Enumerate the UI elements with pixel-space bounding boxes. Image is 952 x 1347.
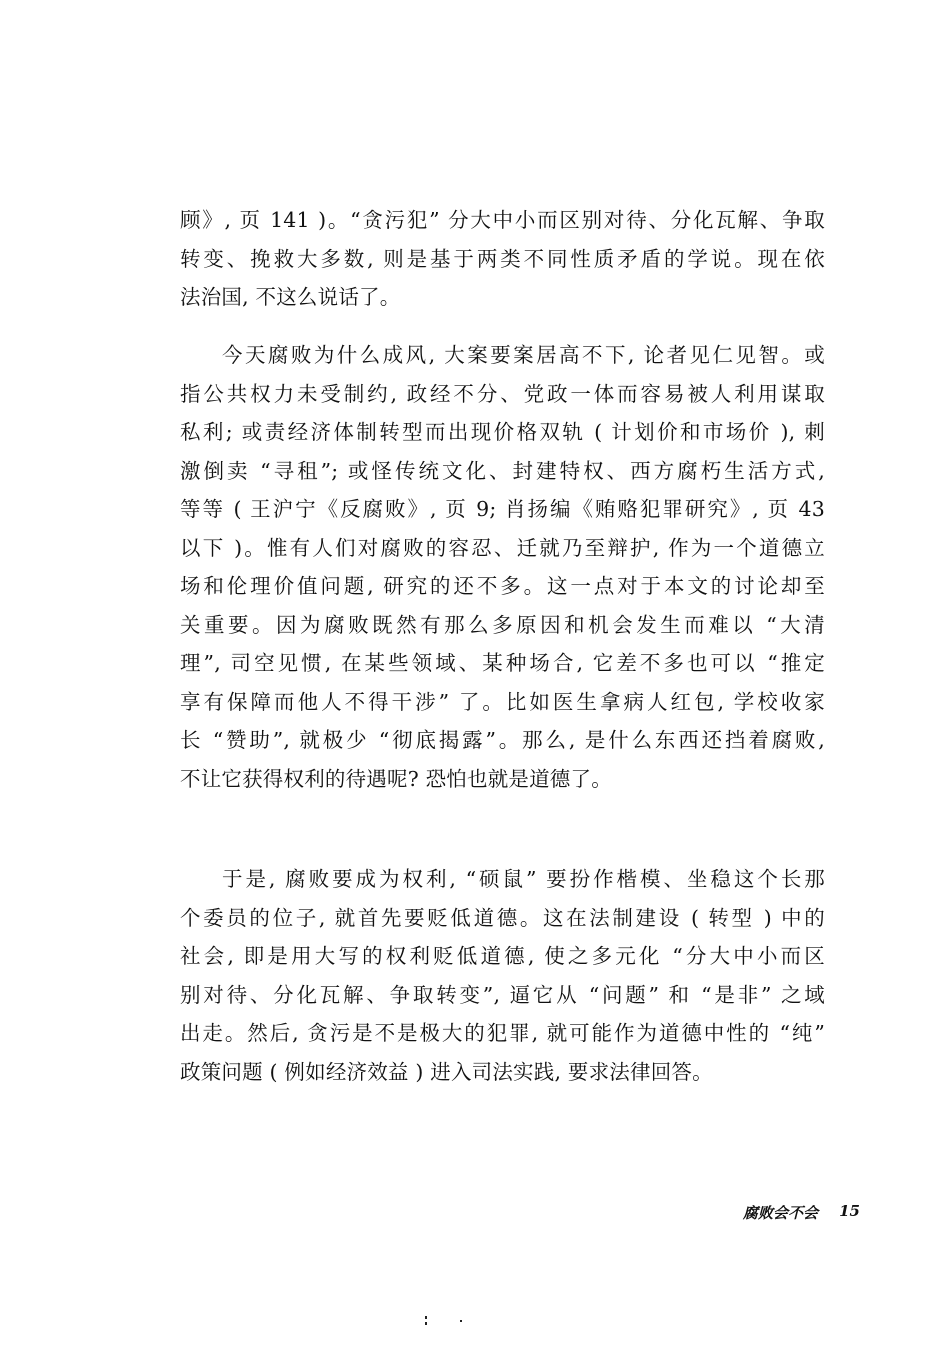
text-line: 出走。然后, 贪污是不是极大的犯罪, 就可能作为道德中性的 “纯” [180, 1021, 825, 1045]
text-line: 私利; 或责经济体制转型而出现价格双轨 ( 计划价和市场价 ), 刺 [180, 420, 825, 444]
text-line: 法治国, 不这么说话了。 [180, 285, 401, 309]
text-line: 享有保障而他人不得干涉” 了。比如医生拿病人红包, 学校收家 [180, 689, 825, 714]
text-line: 理”, 司空见惯, 在某些领域、某种场合, 它差不多也可以 “推定 [180, 651, 825, 675]
scan-speck [425, 1322, 427, 1325]
text-line: 今天腐败为什么成风, 大案要案居高不下, 论者见仁见智。或 [222, 343, 825, 367]
page-footer [600, 1202, 862, 1230]
text-line: 以下 )。惟有人们对腐败的容忍、迁就乃至辩护, 作为一个道德立 [180, 535, 825, 560]
scan-speck [460, 1320, 462, 1322]
text-line: 激倒卖 “寻租”; 或怪传统文化、封建特权、西方腐朽生活方式, [180, 458, 825, 483]
scan-speck [425, 1316, 427, 1319]
text-line: 社会, 即是用大写的权利贬低道德, 使之多元化 “分大中小而区 [180, 944, 825, 968]
paragraph-causes-of-corruption [180, 336, 825, 798]
text-line: 场和伦理价值问题, 研究的还不多。这一点对于本文的讨论却至 [180, 574, 825, 598]
text-line: 不让它获得权利的待遇呢? 恐怕也就是道德了。 [180, 766, 612, 791]
paragraph-devaluing-morality [180, 860, 825, 1091]
text-line: 政策问题 ( 例如经济效益 ) 进入司法实践, 要求法律回答。 [180, 1059, 713, 1084]
text-line: 顾》, 页 141 )。“贪污犯” 分大中小而区别对待、分化瓦解、争取 [180, 208, 825, 232]
text-line: 个委员的位子, 就首先要贬低道德。这在法制建设 ( 转型 ) 中的 [180, 905, 825, 930]
text-line: 等等 ( 王沪宁《反腐败》, 页 9; 肖扬编《贿赂犯罪研究》, 页 43 [180, 497, 825, 521]
text-line: 长 “赞助”, 就极少 “彻底揭露”。那么, 是什么东西还挡着腐败, [180, 728, 825, 752]
paragraph-continuation [180, 201, 825, 317]
text-line: 于是, 腐败要成为权利, “硕鼠” 要扮作楷模、坐稳这个长那 [222, 867, 825, 891]
text-line: 关重要。因为腐败既然有那么多原因和机会发生而难以 “大清 [180, 612, 825, 637]
text-line: 指公共权力未受制约, 政经不分、党政一体而容易被人利用谋取 [180, 381, 825, 406]
running-title: 腐败会不会 [742, 1204, 818, 1222]
page-number: 15 [839, 1202, 860, 1220]
text-line: 转变、挽救大多数, 则是基于两类不同性质矛盾的学说。现在依 [180, 246, 825, 271]
text-line: 别对待、分化瓦解、争取转变”, 逼它从 “问题” 和 “是非” 之域 [180, 982, 825, 1007]
